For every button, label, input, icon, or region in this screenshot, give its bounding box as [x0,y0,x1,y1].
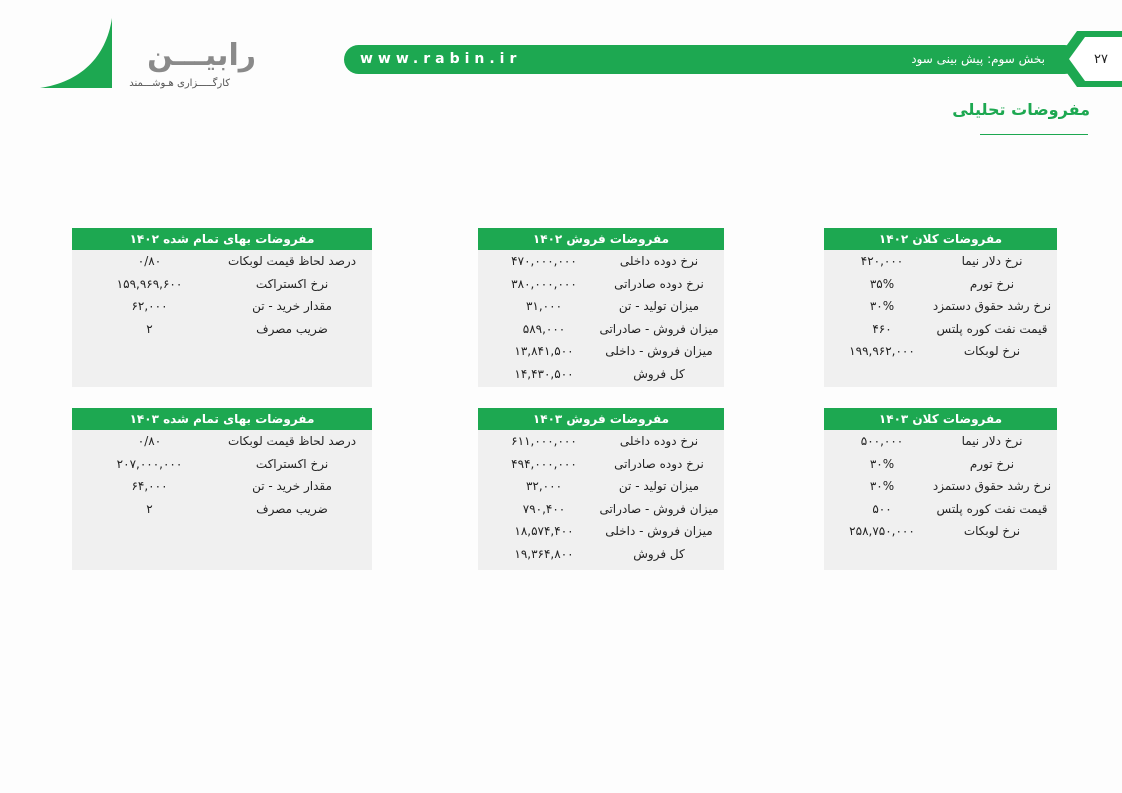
heading-underline [980,134,1088,135]
row-label: کل فروش [633,546,685,561]
table-row [824,430,1057,453]
table-row [72,430,372,453]
row-label: نرخ تورم [969,456,1015,471]
row-value: ۱۴,۴۳۰,۵۰۰ [514,366,574,381]
table-sales-1403 [478,408,724,570]
table-macro-1402 [824,228,1057,387]
row-label: درصد لحاظ قیمت لوبکات [227,254,357,268]
row-value: ۱۸,۵۷۴,۴۰۰ [514,524,574,538]
row-label: میزان فروش - صادراتی [599,501,719,516]
row-value: ۵۰۰,۰۰۰ [860,434,904,448]
row-label: نرخ دوده صادراتی [614,276,704,291]
row-label: ضریب مصرف [256,501,328,516]
row-label: نرخ اکستراکت [255,276,329,291]
table-row [824,273,1057,296]
table-macro-1403 [824,408,1057,570]
row-label: ضریب مصرف [256,321,328,336]
table-row [478,520,724,543]
row-value: ۳۵% [869,276,895,291]
row-value: ۳۰% [869,299,895,313]
row-value: ۰/۸۰ [137,254,162,268]
section-title: بخش سوم: پیش بینی سود [911,52,1045,66]
logo-swoosh-icon [40,18,112,92]
table-row [824,340,1057,363]
row-value: ۶۴,۰۰۰ [131,479,168,493]
row-label: کل فروش [633,366,685,381]
table-row [478,273,724,296]
row-value: ۴۶۰ [872,321,892,336]
row-value: ۶۲,۰۰۰ [131,299,168,313]
row-label: میزان فروش - داخلی [605,344,713,358]
row-value: ۲ [146,501,153,516]
row-label: نرخ دوده داخلی [619,254,699,268]
table-row [824,453,1057,476]
table-row [478,430,724,453]
table-cost-1403 [72,408,372,570]
row-label: نرخ رشد حقوق دستمزد [932,479,1052,493]
row-value: ۲۰۷,۰۰۰,۰۰۰ [116,456,183,471]
site-url[interactable]: www.rabin.ir [360,51,522,67]
row-label: قیمت نفت کوره پلتس [936,321,1048,336]
row-value: ۵۰۰ [872,501,892,516]
row-label: نرخ رشد حقوق دستمزد [932,299,1052,313]
table-row [72,498,372,521]
logo-tagline: کارگـــــزاری هـوشـــمند [129,78,230,89]
row-value: ۶۱۱,۰۰۰,۰۰۰ [511,434,577,448]
table-row [478,318,724,341]
table-title: مفروضات فروش ۱۴۰۳ [478,408,724,430]
row-value: ۴۲۰,۰۰۰ [860,254,904,268]
table-row [824,475,1057,498]
table-row [478,543,724,566]
row-label: میزان تولید - تن [618,299,700,313]
row-value: ۳۰% [869,479,895,493]
table-row [72,295,372,318]
table-title: مفروضات بهای تمام شده ۱۴۰۲ [72,228,372,250]
row-label: قیمت نفت کوره پلتس [936,501,1048,516]
table-title: مفروضات کلان ۱۴۰۳ [824,408,1057,430]
table-row [478,498,724,521]
table-row [72,453,372,476]
table-title: مفروضات بهای تمام شده ۱۴۰۳ [72,408,372,430]
row-value: ۱۵۹,۹۶۹,۶۰۰ [116,276,183,291]
row-value: ۳۸۰,۰۰۰,۰۰۰ [511,276,577,291]
table-row [478,453,724,476]
page-number: ۲۷ [1094,52,1108,67]
row-value: ۱۹,۳۶۴,۸۰۰ [514,546,574,561]
row-value: ۲ [146,321,153,336]
row-value: ۴۹۴,۰۰۰,۰۰۰ [511,456,577,471]
row-label: میزان فروش - صادراتی [599,321,719,336]
row-label: مقدار خرید - تن [252,479,332,493]
row-label: درصد لحاظ قیمت لوبکات [227,434,357,448]
logo-name: رابیـــن [147,38,256,73]
table-row [478,340,724,363]
row-label: نرخ دلار نیما [961,434,1023,448]
row-label: نرخ لوبکات [963,344,1021,358]
table-row [72,250,372,273]
table-row [72,318,372,341]
table-row [824,318,1057,341]
table-sales-1402 [478,228,724,387]
row-label: نرخ تورم [969,276,1015,291]
table-row [72,475,372,498]
row-label: نرخ دوده صادراتی [614,456,704,471]
table-row [824,295,1057,318]
table-row [824,250,1057,273]
table-row [478,363,724,386]
row-label: نرخ دلار نیما [961,254,1023,268]
table-row [478,295,724,318]
row-value: ۱۳,۸۴۱,۵۰۰ [514,344,574,358]
row-label: میزان تولید - تن [618,479,700,493]
row-value: ۳۰% [869,456,895,471]
row-label: میزان فروش - داخلی [605,524,713,538]
page-heading: مفروضات تحلیلی [952,100,1090,119]
table-title: مفروضات کلان ۱۴۰۲ [824,228,1057,250]
row-label: مقدار خرید - تن [252,299,332,313]
row-value: ۳۱,۰۰۰ [525,299,563,313]
row-label: نرخ اکستراکت [255,456,329,471]
row-value: ۵۸۹,۰۰۰ [522,321,566,336]
row-value: ۱۹۹,۹۶۲,۰۰۰ [849,344,915,358]
row-label: نرخ لوبکات [963,524,1021,538]
table-cost-1402 [72,228,372,387]
table-row [478,475,724,498]
table-row [478,250,724,273]
row-value: ۳۲,۰۰۰ [525,479,563,493]
table-row [824,520,1057,543]
table-row [824,498,1057,521]
row-label: نرخ دوده داخلی [619,434,699,448]
row-value: ۲۵۸,۷۵۰,۰۰۰ [849,524,915,538]
table-title: مفروضات فروش ۱۴۰۲ [478,228,724,250]
row-value: ۷۹۰,۴۰۰ [522,501,566,516]
row-value: ۰/۸۰ [137,434,162,448]
row-value: ۴۷۰,۰۰۰,۰۰۰ [511,254,577,268]
table-row [72,273,372,296]
